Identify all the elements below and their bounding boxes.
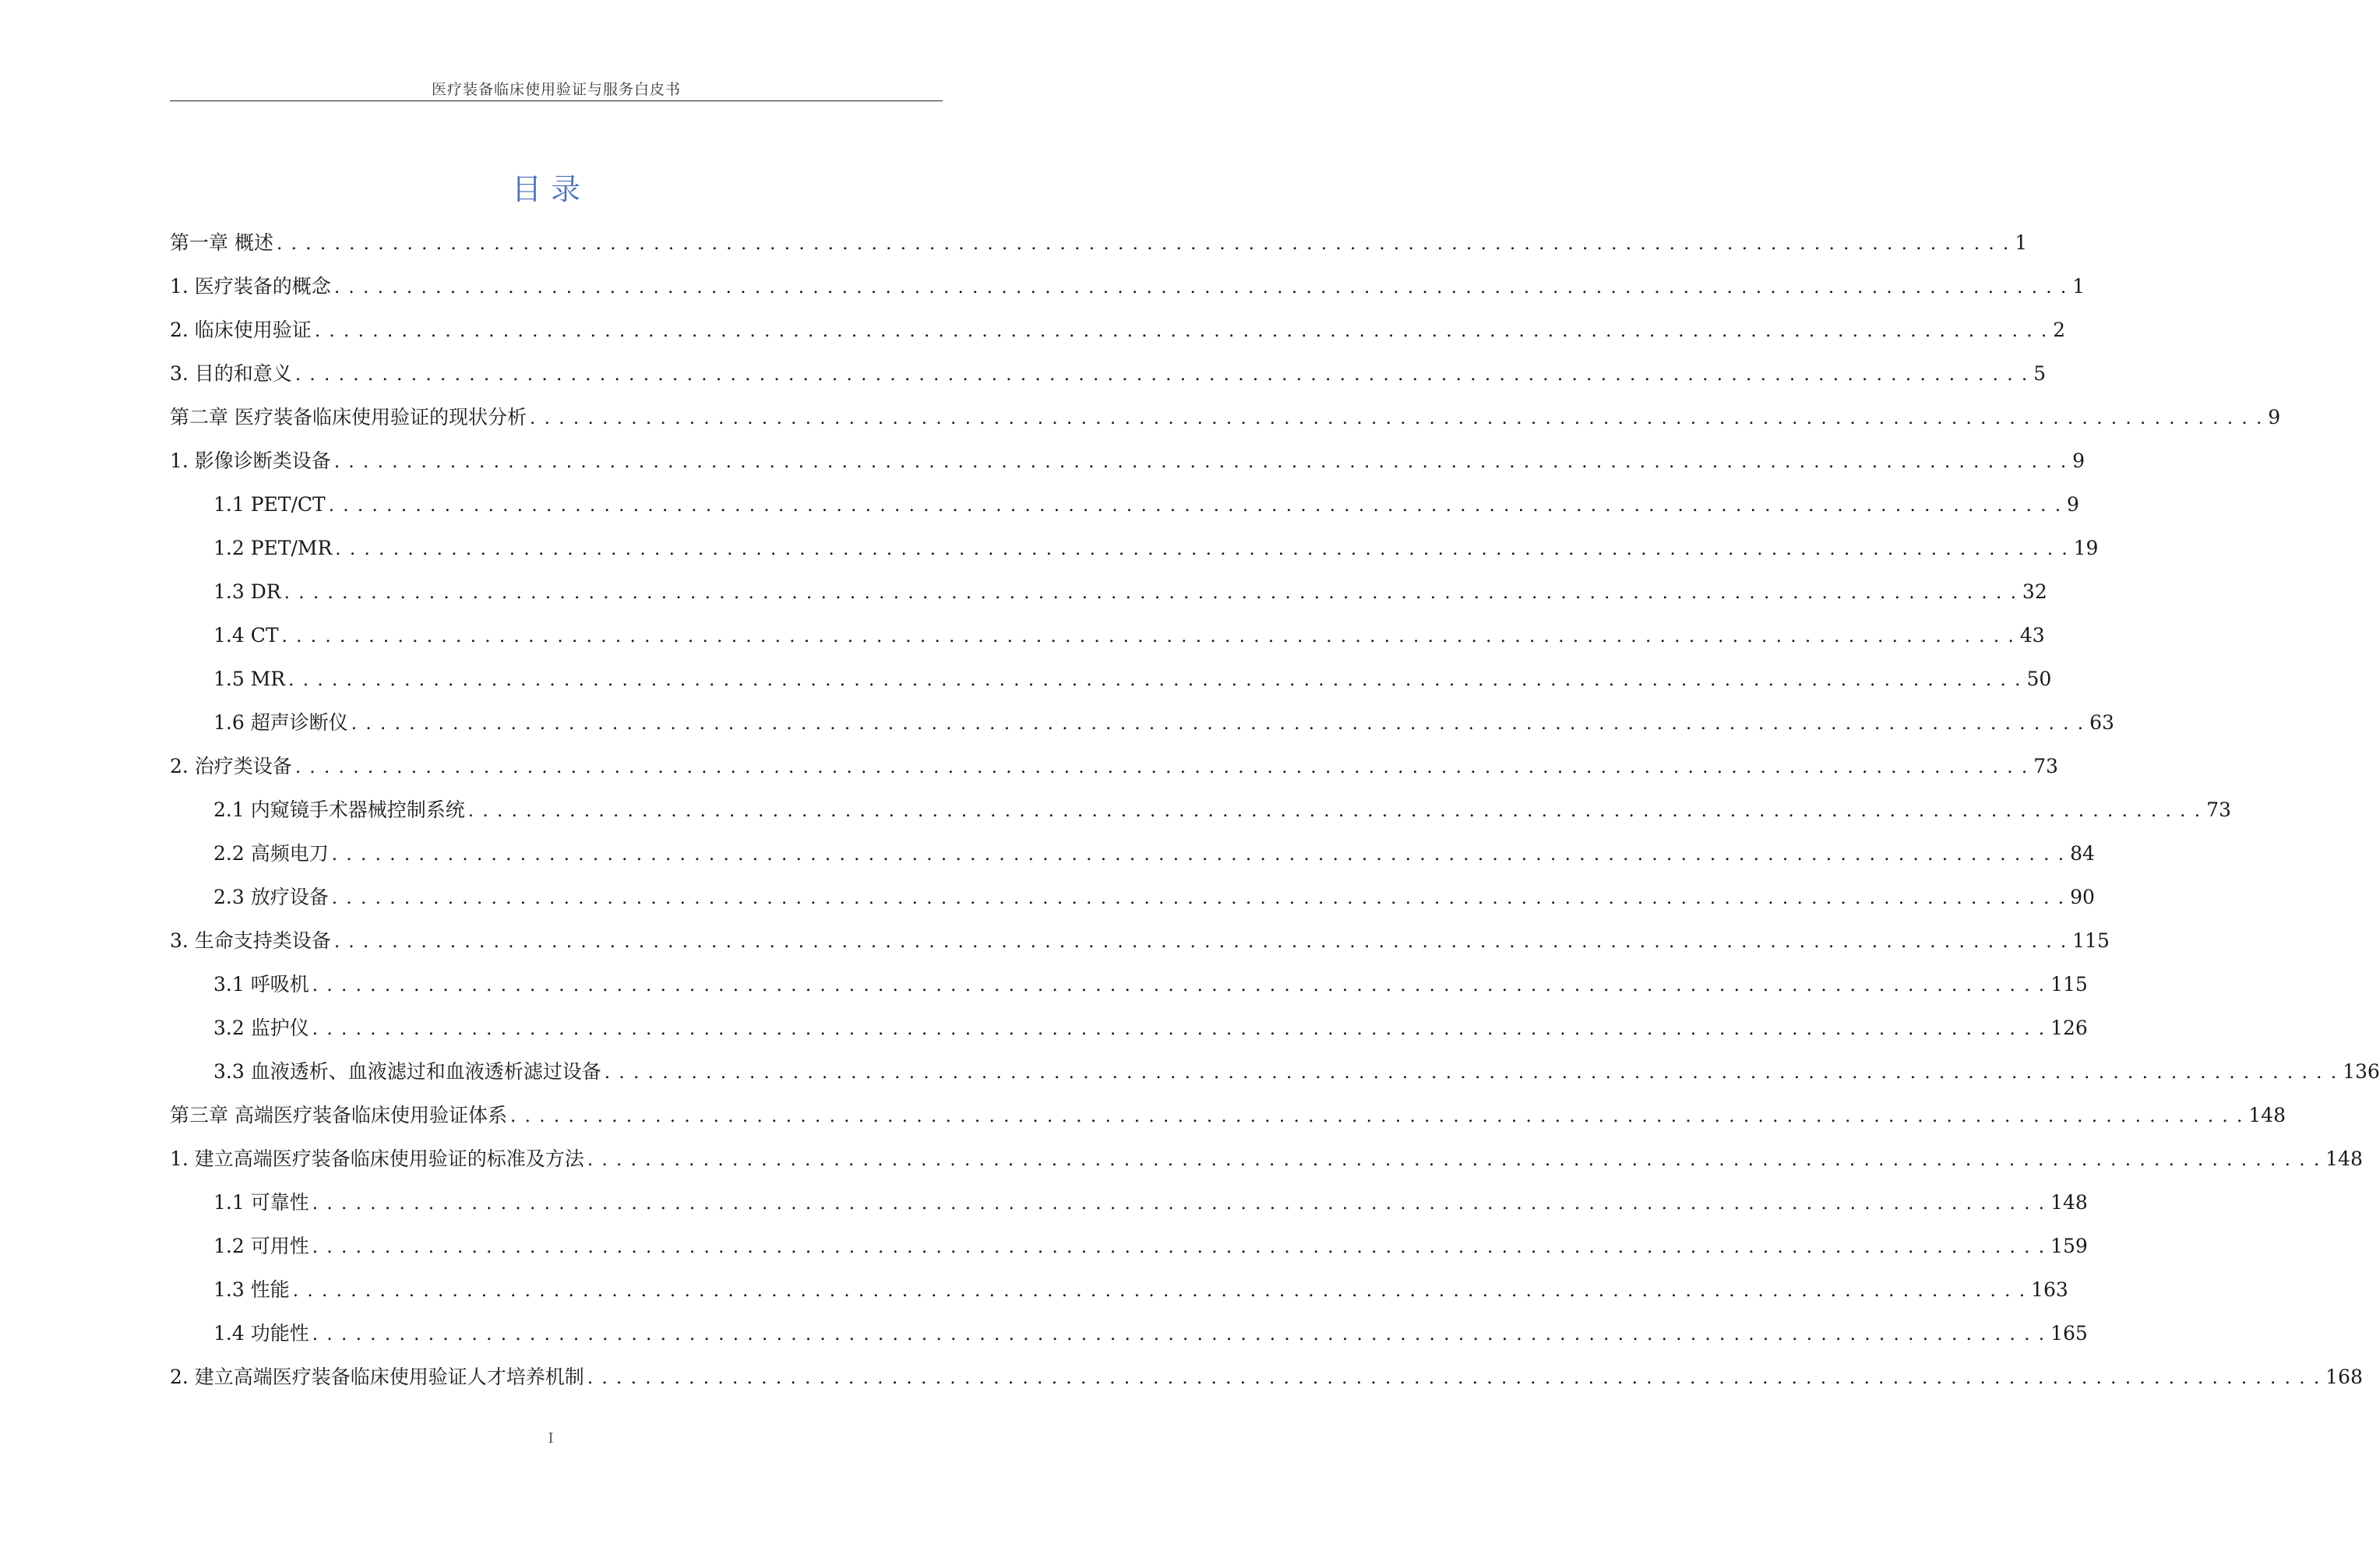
toc-entry[interactable] bbox=[170, 1094, 2287, 1137]
toc-entry-page-number: 63 bbox=[2089, 711, 2114, 734]
toc-list bbox=[170, 221, 2380, 1399]
toc-entry[interactable] bbox=[170, 1050, 2380, 1094]
toc-entry[interactable] bbox=[170, 352, 2047, 396]
toc-entry-label: 第一章 概述 bbox=[170, 231, 273, 254]
toc-entry-page-number: 159 bbox=[2050, 1235, 2088, 1257]
toc-entry[interactable] bbox=[170, 1312, 2088, 1355]
toc-entry-page-number: 5 bbox=[2033, 362, 2047, 385]
toc-entry-page-number: 90 bbox=[2070, 886, 2095, 908]
toc-entry-page-number: 32 bbox=[2022, 580, 2047, 603]
toc-dot-leader: . . . . . . . . . . . . . . . . . . . . . . . . . . . . . . . . . . . . . . . . . . . . . . . . . . . . . . . . . . . . . . . . . . . . . . . . . . . . . . . . . . . . . . . . . . . . . . . . . . . . . . . . . . . . . . . . . . . . . . . . bbox=[312, 1193, 2047, 1214]
toc-entry-label: 2. 建立高端医疗装备临床使用验证人才培养机制 bbox=[170, 1366, 584, 1388]
toc-dot-leader: . . . . . . . . . . . . . . . . . . . . . . . . . . . . . . . . . . . . . . . . . . . . . . . . . . . . . . . . . . . . . . . . . . . . . . . . . . . . . . . . . . . . . . . . . . . . . . . . . . . . . . . . . . . . . . . . . . . . . . . . bbox=[312, 1324, 2047, 1345]
toc-entry-page-number: 148 bbox=[2050, 1191, 2088, 1214]
toc-entry[interactable] bbox=[170, 745, 2058, 788]
toc-entry-page-number: 136 bbox=[2343, 1060, 2380, 1083]
toc-entry-label: 3. 生命支持类设备 bbox=[170, 929, 331, 952]
toc-entry-page-number: 168 bbox=[2325, 1366, 2363, 1388]
toc-entry-label: 1. 医疗装备的概念 bbox=[170, 275, 331, 298]
toc-entry-label: 1.1 可靠性 bbox=[213, 1191, 309, 1214]
toc-entry-label: 1.2 可用性 bbox=[213, 1235, 309, 1257]
toc-dot-leader: . . . . . . . . . . . . . . . . . . . . . . . . . . . . . . . . . . . . . . . . . . . . . . . . . . . . . . . . . . . . . . . . . . . . . . . . . . . . . . . . . . . . . . . . . . . . . . . . . . . . . . . . . . . . . . . . . . . . . . . . bbox=[529, 408, 2264, 428]
toc-entry[interactable] bbox=[170, 876, 2095, 919]
toc-entry[interactable] bbox=[170, 701, 2114, 745]
toc-entry[interactable] bbox=[170, 221, 2028, 265]
toc-entry-label: 第三章 高端医疗装备临床使用验证体系 bbox=[170, 1104, 507, 1126]
toc-entry-label: 3. 目的和意义 bbox=[170, 362, 292, 385]
toc-title: 目录 bbox=[511, 172, 590, 206]
toc-entry[interactable] bbox=[170, 1181, 2088, 1225]
toc-dot-leader: . . . . . . . . . . . . . . . . . . . . . . . . . . . . . . . . . . . . . . . . . . . . . . . . . . . . . . . . . . . . . . . . . . . . . . . . . . . . . . . . . . . . . . . . . . . . . . . . . . . . . . . . . . . . . . . . . . . . . . . . bbox=[312, 1019, 2047, 1039]
toc-entry-page-number: 9 bbox=[2268, 406, 2281, 428]
toc-entry[interactable] bbox=[170, 308, 2066, 352]
toc-entry-page-number: 1 bbox=[2072, 275, 2086, 298]
toc-entry-page-number: 148 bbox=[2325, 1147, 2363, 1170]
toc-dot-leader: . . . . . . . . . . . . . . . . . . . . . . . . . . . . . . . . . . . . . . . . . . . . . . . . . . . . . . . . . . . . . . . . . . . . . . . . . . . . . . . . . . . . . . . . . . . . . . . . . . . . . . . . . . . . . . . . . . . . . . . . bbox=[328, 495, 2063, 516]
toc-entry[interactable] bbox=[170, 832, 2095, 876]
toc-entry-label: 1.4 CT bbox=[213, 624, 279, 647]
toc-dot-leader: . . . . . . . . . . . . . . . . . . . . . . . . . . . . . . . . . . . . . . . . . . . . . . . . . . . . . . . . . . . . . . . . . . . . . . . . . . . . . . . . . . . . . . . . . . . . . . . . . . . . . . . . . . . . . . . . . . . . . . . . bbox=[331, 888, 2066, 908]
toc-entry-page-number: 165 bbox=[2050, 1322, 2088, 1345]
toc-dot-leader: . . . . . . . . . . . . . . . . . . . . . . . . . . . . . . . . . . . . . . . . . . . . . . . . . . . . . . . . . . . . . . . . . . . . . . . . . . . . . . . . . . . . . . . . . . . . . . . . . . . . . . . . . . . . . . . . . . . . . . . . bbox=[333, 452, 2068, 472]
toc-entry[interactable] bbox=[170, 439, 2086, 483]
toc-entry[interactable] bbox=[170, 1225, 2088, 1268]
toc-entry-label: 2.2 高频电刀 bbox=[213, 842, 329, 865]
toc-entry-label: 3.2 监护仪 bbox=[213, 1017, 309, 1039]
toc-dot-leader: . . . . . . . . . . . . . . . . . . . . . . . . . . . . . . . . . . . . . . . . . . . . . . . . . . . . . . . . . . . . . . . . . . . . . . . . . . . . . . . . . . . . . . . . . . . . . . . . . . . . . . . . . . . . . . . . . . . . . . . . bbox=[467, 801, 2202, 821]
toc-entry-page-number: 50 bbox=[2026, 668, 2052, 690]
toc-dot-leader: . . . . . . . . . . . . . . . . . . . . . . . . . . . . . . . . . . . . . . . . . . . . . . . . . . . . . . . . . . . . . . . . . . . . . . . . . . . . . . . . . . . . . . . . . . . . . . . . . . . . . . . . . . . . . . . . . . . . . . . . bbox=[276, 234, 2011, 254]
toc-entry-page-number: 9 bbox=[2067, 493, 2079, 516]
toc-dot-leader: . . . . . . . . . . . . . . . . . . . . . . . . . . . . . . . . . . . . . . . . . . . . . . . . . . . . . . . . . . . . . . . . . . . . . . . . . . . . . . . . . . . . . . . . . . . . . . . . . . . . . . . . . . . . . . . . . . . . . . . . bbox=[288, 670, 2022, 690]
toc-entry-label: 1.4 功能性 bbox=[213, 1322, 309, 1345]
toc-entry-page-number: 115 bbox=[2050, 973, 2088, 996]
page-number: I bbox=[548, 1430, 554, 1447]
toc-entry[interactable] bbox=[170, 265, 2086, 308]
toc-dot-leader: . . . . . . . . . . . . . . . . . . . . . . . . . . . . . . . . . . . . . . . . . . . . . . . . . . . . . . . . . . . . . . . . . . . . . . . . . . . . . . . . . . . . . . . . . . . . . . . . . . . . . . . . . . . . . . . . . . . . . . . . bbox=[587, 1368, 2322, 1388]
toc-entry-label: 第二章 医疗装备临床使用验证的现状分析 bbox=[170, 406, 527, 428]
toc-entry-page-number: 2 bbox=[2053, 319, 2066, 341]
toc-dot-leader: . . . . . . . . . . . . . . . . . . . . . . . . . . . . . . . . . . . . . . . . . . . . . . . . . . . . . . . . . . . . . . . . . . . . . . . . . . . . . . . . . . . . . . . . . . . . . . . . . . . . . . . . . . . . . . . . . . . . . . . . bbox=[333, 932, 2068, 952]
toc-entry[interactable] bbox=[170, 614, 2045, 657]
toc-entry[interactable] bbox=[170, 1137, 2363, 1181]
toc-entry[interactable] bbox=[170, 1355, 2363, 1399]
toc-entry-page-number: 73 bbox=[2206, 798, 2231, 821]
toc-entry-page-number: 163 bbox=[2031, 1278, 2068, 1301]
toc-dot-leader: . . . . . . . . . . . . . . . . . . . . . . . . . . . . . . . . . . . . . . . . . . . . . . . . . . . . . . . . . . . . . . . . . . . . . . . . . . . . . . . . . . . . . . . . . . . . . . . . . . . . . . . . . . . . . . . . . . . . . . . . bbox=[331, 844, 2066, 865]
toc-entry[interactable] bbox=[170, 527, 2099, 570]
toc-entry-label: 2. 治疗类设备 bbox=[170, 755, 292, 777]
toc-entry-page-number: 19 bbox=[2073, 537, 2099, 559]
toc-entry[interactable] bbox=[170, 570, 2047, 614]
toc-dot-leader: . . . . . . . . . . . . . . . . . . . . . . . . . . . . . . . . . . . . . . . . . . . . . . . . . . . . . . . . . . . . . . . . . . . . . . . . . . . . . . . . . . . . . . . . . . . . . . . . . . . . . . . . . . . . . . . . . . . . . . . . bbox=[314, 321, 2049, 341]
toc-entry-label: 3.3 血液透析、血液滤过和血液透析滤过设备 bbox=[213, 1060, 601, 1083]
toc-entry-label: 1.3 性能 bbox=[213, 1278, 290, 1301]
toc-entry-label: 1.1 PET/CT bbox=[213, 493, 326, 516]
running-header: 医疗装备临床使用验证与服务白皮书 bbox=[431, 81, 681, 98]
toc-dot-leader: . . . . . . . . . . . . . . . . . . . . . . . . . . . . . . . . . . . . . . . . . . . . . . . . . . . . . . . . . . . . . . . . . . . . . . . . . . . . . . . . . . . . . . . . . . . . . . . . . . . . . . . . . . . . . . . . . . . . . . . . bbox=[312, 975, 2047, 996]
toc-dot-leader: . . . . . . . . . . . . . . . . . . . . . . . . . . . . . . . . . . . . . . . . . . . . . . . . . . . . . . . . . . . . . . . . . . . . . . . . . . . . . . . . . . . . . . . . . . . . . . . . . . . . . . . . . . . . . . . . . . . . . . . . bbox=[281, 626, 2015, 647]
toc-dot-leader: . . . . . . . . . . . . . . . . . . . . . . . . . . . . . . . . . . . . . . . . . . . . . . . . . . . . . . . . . . . . . . . . . . . . . . . . . . . . . . . . . . . . . . . . . . . . . . . . . . . . . . . . . . . . . . . . . . . . . . . . bbox=[333, 277, 2068, 298]
header-rule bbox=[170, 100, 943, 101]
toc-dot-leader: . . . . . . . . . . . . . . . . . . . . . . . . . . . . . . . . . . . . . . . . . . . . . . . . . . . . . . . . . . . . . . . . . . . . . . . . . . . . . . . . . . . . . . . . . . . . . . . . . . . . . . . . . . . . . . . . . . . . . . . . bbox=[335, 539, 2069, 559]
toc-dot-leader: . . . . . . . . . . . . . . . . . . . . . . . . . . . . . . . . . . . . . . . . . . . . . . . . . . . . . . . . . . . . . . . . . . . . . . . . . . . . . . . . . . . . . . . . . . . . . . . . . . . . . . . . . . . . . . . . . . . . . . . . bbox=[284, 583, 2018, 603]
toc-entry-label: 1.3 DR bbox=[213, 580, 281, 603]
toc-entry-page-number: 126 bbox=[2050, 1017, 2088, 1039]
toc-entry[interactable] bbox=[170, 396, 2281, 439]
toc-entry[interactable] bbox=[170, 657, 2052, 701]
toc-dot-leader: . . . . . . . . . . . . . . . . . . . . . . . . . . . . . . . . . . . . . . . . . . . . . . . . . . . . . . . . . . . . . . . . . . . . . . . . . . . . . . . . . . . . . . . . . . . . . . . . . . . . . . . . . . . . . . . . . . . . . . . . bbox=[294, 365, 2029, 385]
toc-entry-label: 1. 影像诊断类设备 bbox=[170, 449, 331, 472]
toc-entry[interactable] bbox=[170, 919, 2110, 963]
toc-entry-label: 1. 建立高端医疗装备临床使用验证的标准及方法 bbox=[170, 1147, 584, 1170]
toc-entry-page-number: 9 bbox=[2072, 449, 2086, 472]
toc-entry-label: 1.5 MR bbox=[213, 668, 286, 690]
toc-entry-label: 1.6 超声诊断仪 bbox=[213, 711, 348, 734]
toc-entry-label: 2.1 内窥镜手术器械控制系统 bbox=[213, 798, 465, 821]
toc-entry-label: 2.3 放疗设备 bbox=[213, 886, 329, 908]
toc-entry[interactable] bbox=[170, 788, 2231, 832]
toc-entry-label: 3.1 呼吸机 bbox=[213, 973, 309, 996]
toc-dot-leader: . . . . . . . . . . . . . . . . . . . . . . . . . . . . . . . . . . . . . . . . . . . . . . . . . . . . . . . . . . . . . . . . . . . . . . . . . . . . . . . . . . . . . . . . . . . . . . . . . . . . . . . . . . . . . . . . . . . . . . . . bbox=[294, 757, 2029, 777]
toc-dot-leader: . . . . . . . . . . . . . . . . . . . . . . . . . . . . . . . . . . . . . . . . . . . . . . . . . . . . . . . . . . . . . . . . . . . . . . . . . . . . . . . . . . . . . . . . . . . . . . . . . . . . . . . . . . . . . . . . . . . . . . . . bbox=[509, 1106, 2244, 1126]
toc-entry-page-number: 115 bbox=[2072, 929, 2110, 952]
toc-dot-leader: . . . . . . . . . . . . . . . . . . . . . . . . . . . . . . . . . . . . . . . . . . . . . . . . . . . . . . . . . . . . . . . . . . . . . . . . . . . . . . . . . . . . . . . . . . . . . . . . . . . . . . . . . . . . . . . . . . . . . . . . bbox=[292, 1281, 2027, 1301]
toc-entry[interactable] bbox=[170, 1006, 2088, 1050]
toc-entry-page-number: 1 bbox=[2015, 231, 2028, 254]
toc-dot-leader: . . . . . . . . . . . . . . . . . . . . . . . . . . . . . . . . . . . . . . . . . . . . . . . . . . . . . . . . . . . . . . . . . . . . . . . . . . . . . . . . . . . . . . . . . . . . . . . . . . . . . . . . . . . . . . . . . . . . . . . . bbox=[587, 1150, 2322, 1170]
toc-entry-label: 2. 临床使用验证 bbox=[170, 319, 312, 341]
toc-entry[interactable] bbox=[170, 1268, 2068, 1312]
toc-entry[interactable] bbox=[170, 963, 2088, 1006]
toc-entry-label: 1.2 PET/MR bbox=[213, 537, 333, 559]
toc-entry-page-number: 148 bbox=[2248, 1104, 2287, 1126]
toc-entry-page-number: 43 bbox=[2019, 624, 2045, 647]
toc-entry[interactable] bbox=[170, 483, 2079, 527]
toc-dot-leader: . . . . . . . . . . . . . . . . . . . . . . . . . . . . . . . . . . . . . . . . . . . . . . . . . . . . . . . . . . . . . . . . . . . . . . . . . . . . . . . . . . . . . . . . . . . . . . . . . . . . . . . . . . . . . . . . . . . . . . . . bbox=[604, 1063, 2339, 1083]
toc-entry-page-number: 73 bbox=[2033, 755, 2058, 777]
toc-dot-leader: . . . . . . . . . . . . . . . . . . . . . . . . . . . . . . . . . . . . . . . . . . . . . . . . . . . . . . . . . . . . . . . . . . . . . . . . . . . . . . . . . . . . . . . . . . . . . . . . . . . . . . . . . . . . . . . . . . . . . . . . bbox=[312, 1237, 2047, 1257]
toc-dot-leader: . . . . . . . . . . . . . . . . . . . . . . . . . . . . . . . . . . . . . . . . . . . . . . . . . . . . . . . . . . . . . . . . . . . . . . . . . . . . . . . . . . . . . . . . . . . . . . . . . . . . . . . . . . . . . . . . . . . . . . . . bbox=[351, 714, 2086, 734]
toc-entry-page-number: 84 bbox=[2070, 842, 2095, 865]
